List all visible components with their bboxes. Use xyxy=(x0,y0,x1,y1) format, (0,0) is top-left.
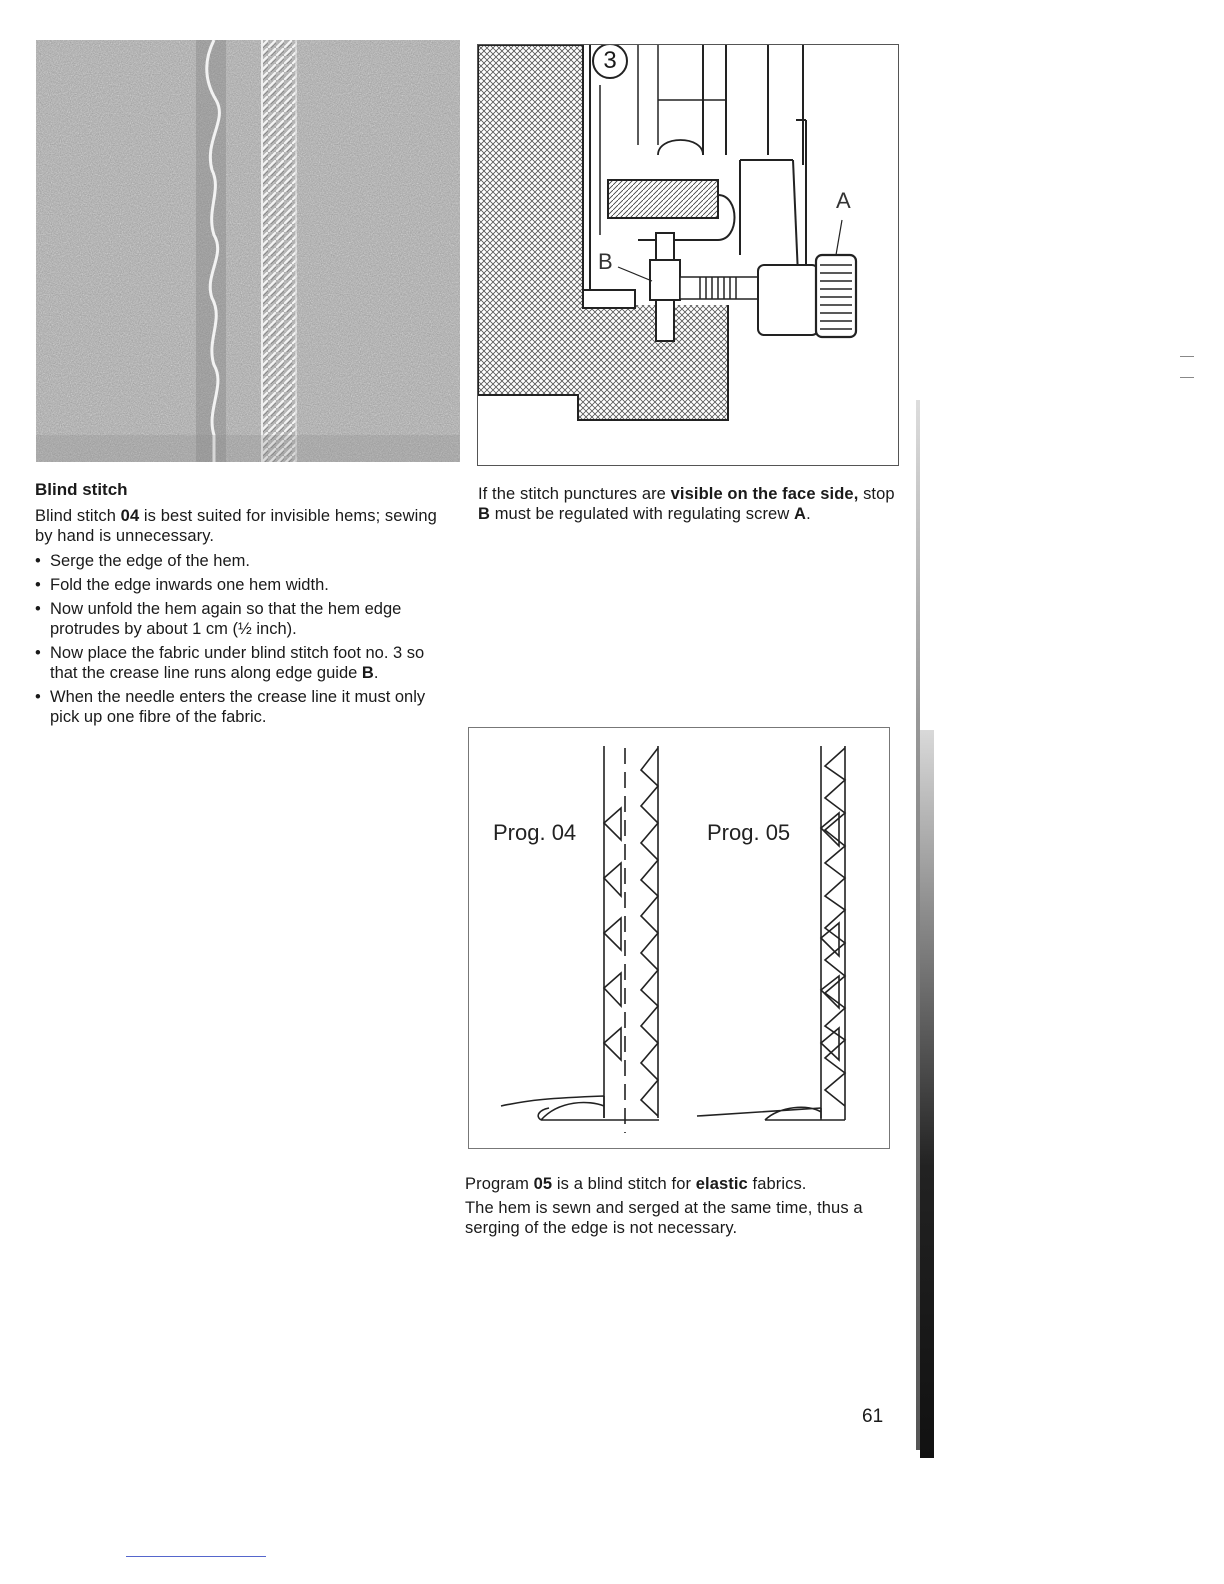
margin-mark xyxy=(1180,356,1194,357)
intro-suffix: is best suited for invisible hems; sewing by hand is unnecessary. xyxy=(35,507,437,545)
presser-foot-illustration xyxy=(477,44,899,466)
instruction-item: • Now place the fabric under blind stitch foot no. 3 so that the crease line runs along edge guide B. xyxy=(35,643,455,683)
binding-edge-dark xyxy=(920,730,934,1458)
stitch-program-diagram xyxy=(468,727,890,1149)
instruction-item: • When the needle enters the crease line it must only pick up one fibre of the fabric. xyxy=(35,687,455,727)
intro-prefix: Blind stitch xyxy=(35,507,121,525)
elastic-paragraph xyxy=(465,1174,885,1238)
instruction-item: • Serge the edge of the hem. xyxy=(35,551,455,571)
presser-foot-graphic xyxy=(478,45,898,465)
intro-program-number: 04 xyxy=(120,507,140,525)
elastic-line-1: Program 05 is a blind stitch for elastic fabrics. xyxy=(465,1175,807,1193)
stitch-diagram-graphic xyxy=(469,728,889,1148)
margin-mark xyxy=(1180,377,1194,378)
fabric-photo xyxy=(36,40,460,462)
page-number: 61 xyxy=(862,1406,884,1427)
label-a: A xyxy=(836,188,851,213)
instruction-item: • Now unfold the hem again so that the hem edge protrudes by about 1 cm (½ inch). xyxy=(35,599,455,639)
fabric-photo-graphic xyxy=(36,40,460,462)
adjust-paragraph: If the stitch punctures are visible on the face side, stop B must be regulated with regulating screw A. xyxy=(478,485,895,523)
elastic-line-2: The hem is sewn and serged at the same time, thus a serging of the edge is not necessary. xyxy=(465,1199,863,1237)
prog-04-label: Prog. 04 xyxy=(493,820,577,845)
section-heading: Blind stitch xyxy=(35,480,128,499)
instruction-list xyxy=(35,551,455,731)
intro-paragraph xyxy=(35,506,455,546)
foot-number-label: 3 xyxy=(603,47,617,74)
label-b: B xyxy=(598,249,613,274)
instruction-item: • Fold the edge inwards one hem width. xyxy=(35,575,455,595)
footer-rule xyxy=(126,1556,266,1557)
prog-05-label: Prog. 05 xyxy=(707,820,791,845)
